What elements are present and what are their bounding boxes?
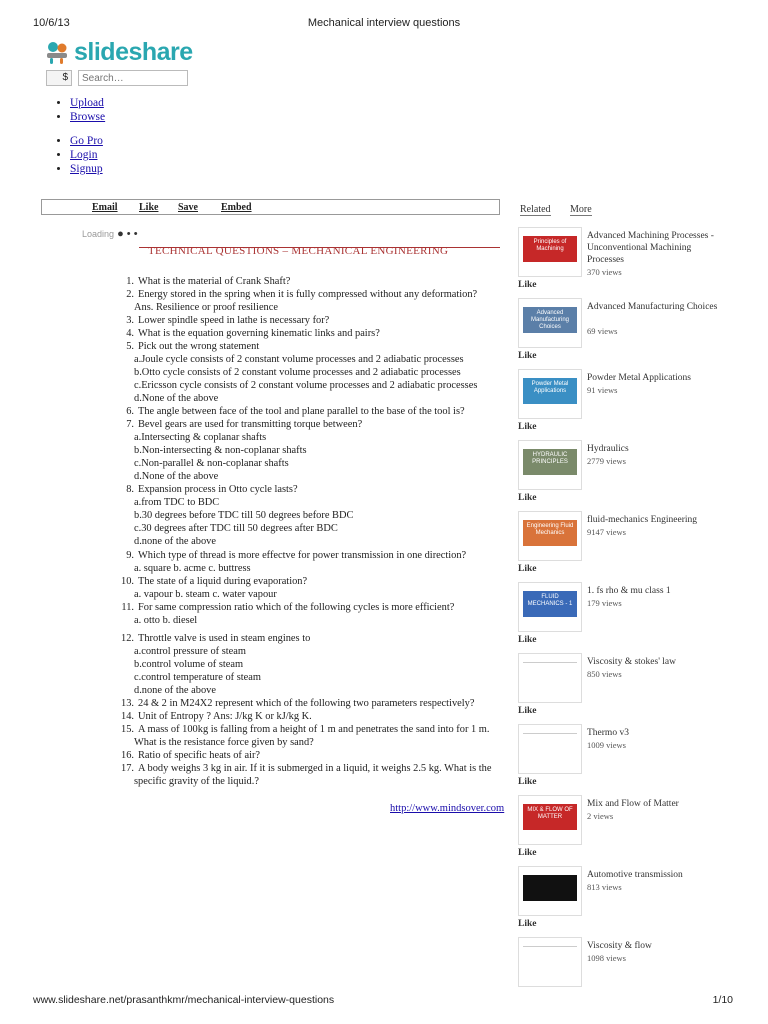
related-thumbnail[interactable] [518,582,582,632]
related-like-button[interactable]: Like [518,919,537,929]
question-text: Unit of Entropy ? Ans: J/kg K or kJ/kg K. [138,711,312,722]
related-thumbnail[interactable] [518,937,582,987]
question-line [116,724,489,737]
print-page-number: 1/10 [712,994,733,1006]
question-text: A body weighs 3 kg in air. If it is submerged in a liquid, it weighs 2.5 kg. What is the [138,763,492,774]
slideshare-logo-icon [44,39,70,65]
question-text: c.Non-parallel & non-coplanar shafts [134,458,289,469]
answer-line [134,445,307,458]
question-line [116,763,491,776]
related-like-button[interactable]: Like [518,848,537,858]
question-text: a. otto b. diesel [134,615,198,626]
thumbnail-caption: Engineering Fluid Mechanics [523,520,577,546]
tab-more[interactable]: More [570,204,592,215]
question-number: 14. [121,711,134,722]
related-views: 370 views [587,267,622,277]
question-text: Ratio of specific heats of air? [138,750,261,761]
loading-indicator: Loading ● • • [82,228,138,240]
thumbnail-caption: MIX & FLOW OF MATTER [523,804,577,830]
answer-line [134,659,243,672]
nav-login-link[interactable]: Login [70,149,98,161]
thumbnail-caption: FLUID MECHANICS - 1 [523,591,577,617]
question-text: b.Non-intersecting & non-coplanar shafts [134,445,307,456]
related-title[interactable]: Viscosity & flow [587,941,652,951]
question-text: a.control pressure of steam [134,646,246,657]
thumbnail-caption [523,662,577,688]
question-line [116,711,312,724]
answer-line [134,737,314,750]
question-text: d.none of the above [134,536,216,547]
answer-line [134,646,246,659]
related-like-button[interactable]: Like [518,777,537,787]
question-number: 1. [126,276,134,287]
question-text: d.None of the above [134,393,219,404]
related-title[interactable]: Viscosity & stokes' law [587,657,677,667]
question-text: The state of a liquid during evaporation? [138,576,308,587]
related-title[interactable]: Thermo v3 [587,728,629,738]
question-text: b.control volume of steam [134,659,244,670]
currency-button[interactable]: $ [46,70,72,86]
question-text: Lower spindle speed in lathe is necessary for? [138,315,330,326]
thumbnail-caption [523,733,577,759]
related-views: 1009 views [587,740,626,750]
related-title[interactable]: Mix and Flow of Matter [587,799,679,809]
slideshare-logo[interactable] [44,38,193,66]
question-text: a. vapour b. steam c. water vapour [134,589,277,600]
related-title[interactable]: Powder Metal Applications [587,373,691,383]
question-line [116,289,477,302]
email-button[interactable]: Email [92,202,118,213]
related-views: 1098 views [587,953,626,963]
question-text: d.none of the above [134,685,216,696]
related-thumbnail[interactable] [518,795,582,845]
related-thumbnail[interactable] [518,866,582,916]
related-like-button[interactable]: Like [518,564,537,574]
search-input[interactable] [78,70,188,86]
question-number: 10. [121,576,134,587]
answer-line [134,393,218,406]
question-text: Bevel gears are used for transmitting torque between? [138,419,363,430]
nav-signup-link[interactable]: Signup [70,163,103,175]
question-text: c.control temperature of steam [134,672,261,683]
related-views: 850 views [587,669,622,679]
answer-line [134,510,353,523]
slideshare-logo-text: slideshare [74,37,193,66]
answer-line [134,536,216,549]
question-text: c.30 degrees after TDC till 50 degrees after BDC [134,523,338,534]
tab-related[interactable]: Related [520,204,551,215]
answer-line [134,380,477,393]
related-title[interactable]: Automotive transmission [587,870,683,880]
question-line [116,484,298,497]
answer-line [134,367,461,380]
question-text: b.30 degrees before TDC till 50 degrees before BDC [134,510,354,521]
thumbnail-caption: Advanced Manufacturing Choices [523,307,577,333]
question-number: 9. [126,550,134,561]
related-like-button[interactable]: Like [518,280,537,290]
answer-line [134,615,197,628]
question-text: Energy stored in the spring when it is fully compressed without any deformation? [138,289,478,300]
question-text: The angle between face of the tool and plane parallel to the base of the tool is? [138,406,465,417]
question-number: 11. [121,602,134,613]
question-line [116,750,260,763]
question-text: d.None of the above [134,471,219,482]
question-text: 24 & 2 in M24X2 represent which of the following two parameters respectively? [138,698,475,709]
related-title[interactable]: Advanced Machining Processes - Unconventional Machining Processes [587,231,714,265]
print-page-title: Mechanical interview questions [307,17,461,29]
answer-line [134,672,261,685]
question-line [116,550,466,563]
question-line [116,315,329,328]
question-text: Ans. Resilience or proof resilience [134,302,278,313]
answer-line [134,523,338,536]
question-number: 16. [121,750,134,761]
question-number: 15. [121,724,134,735]
question-text: Which type of thread is more effectve for power transmission in one direction? [138,550,467,561]
question-line [116,406,465,419]
question-line [116,419,362,432]
question-number: 12. [121,633,134,644]
related-thumbnail[interactable] [518,724,582,774]
answer-line [134,589,277,602]
related-views: 179 views [587,598,622,608]
answer-line [134,497,219,510]
related-views: 2 views [587,811,614,821]
related-views: 2779 views [587,456,626,466]
question-text: What is the material of Crank Shaft? [138,276,291,287]
thumbnail-caption [523,946,577,972]
question-text: Pick out the wrong statement [138,341,260,352]
question-text: specific gravity of the liquid.? [134,776,259,787]
question-number: 4. [126,328,134,339]
question-text: a.Joule cycle consists of 2 constant volume processes and 2 adiabatic processes [134,354,464,365]
question-line [116,602,454,615]
answer-line [134,458,289,471]
answer-line [134,563,251,576]
question-text: a. square b. acme c. buttress [134,563,251,574]
save-button[interactable]: Save [178,202,198,213]
question-line [116,341,259,354]
nav-browse-link[interactable]: Browse [70,111,106,123]
related-like-button[interactable]: Like [518,706,537,716]
nav-go-pro-link[interactable]: Go Pro [70,135,103,147]
question-line [116,633,310,646]
related-thumbnail[interactable] [518,369,582,419]
related-like-button[interactable]: Like [518,635,537,645]
answer-line [134,354,464,367]
related-like-button[interactable]: Like [518,351,537,361]
question-text: Expansion process in Otto cycle lasts? [138,484,298,495]
print-date: 10/6/13 [33,17,70,29]
question-number: 3. [126,315,134,326]
question-number: 2. [126,289,134,300]
question-number: 13. [121,698,134,709]
question-number: 5. [126,341,134,352]
question-text: For same compression ratio which of the following cycles is more efficient? [138,602,455,613]
related-title[interactable]: Advanced Manufacturing Choices [587,302,718,312]
question-line [116,328,380,341]
question-text: What is the resistance force given by sand? [134,737,314,748]
question-text: c.Ericsson cycle consists of 2 constant volume processes and 2 adiabatic processes [134,380,478,391]
related-views: 9147 views [587,527,626,537]
nav-upload-link[interactable]: Upload [70,97,104,109]
question-number: 6. [126,406,134,417]
answer-line [134,471,218,484]
question-text: a.Intersecting & coplanar shafts [134,432,267,443]
answer-line [134,776,259,789]
answer-line [134,685,216,698]
answer-line [134,302,278,315]
question-text: A mass of 100kg is falling from a height of 1 m and penetrates the sand into for 1 m. [138,724,490,735]
related-views: 813 views [587,882,622,892]
related-views: 69 views [587,326,618,336]
related-title[interactable]: Hydraulics [587,444,629,454]
related-views: 91 views [587,385,618,395]
thumbnail-caption: HYDRAULIC PRINCIPLES [523,449,577,475]
related-thumbnail[interactable] [518,511,582,561]
related-thumbnail[interactable] [518,653,582,703]
loading-label: Loading [82,229,115,239]
question-number: 8. [126,484,134,495]
document-title: TECHNICAL QUESTIONS – MECHANICAL ENGINEERING [148,245,449,257]
question-line [116,576,307,589]
related-thumbnail[interactable] [518,298,582,348]
question-number: 7. [126,419,134,430]
question-line [116,276,290,289]
primary-nav [56,96,105,124]
mindsover-link[interactable]: http://www.mindsover.com [390,803,505,814]
related-like-button[interactable]: Like [518,493,537,503]
related-title[interactable]: 1. fs rho & mu class 1 [587,586,671,596]
related-thumbnail[interactable] [518,440,582,490]
thumbnail-caption: Powder Metal Applications [523,378,577,404]
print-url: www.slideshare.net/prasanthkmr/mechanical-interview-questions [33,994,335,1006]
question-text: a.from TDC to BDC [134,497,220,508]
related-like-button[interactable]: Like [518,422,537,432]
question-line [116,698,474,711]
question-number: 17. [121,763,134,774]
related-thumbnail[interactable] [518,227,582,277]
question-text: Throttle valve is used in steam engines to [138,633,311,644]
thumbnail-caption [523,875,577,901]
account-nav [56,134,103,176]
embed-button[interactable]: Embed [221,202,252,213]
thumbnail-caption: Principles of Machining [523,236,577,262]
answer-line [134,432,266,445]
related-title[interactable]: fluid-mechanics Engineering [587,515,698,525]
question-text: b.Otto cycle consists of 2 constant volume processes and 2 adiabatic processes [134,367,461,378]
like-button[interactable]: Like [139,202,159,213]
question-text: What is the equation governing kinematic links and pairs? [138,328,380,339]
